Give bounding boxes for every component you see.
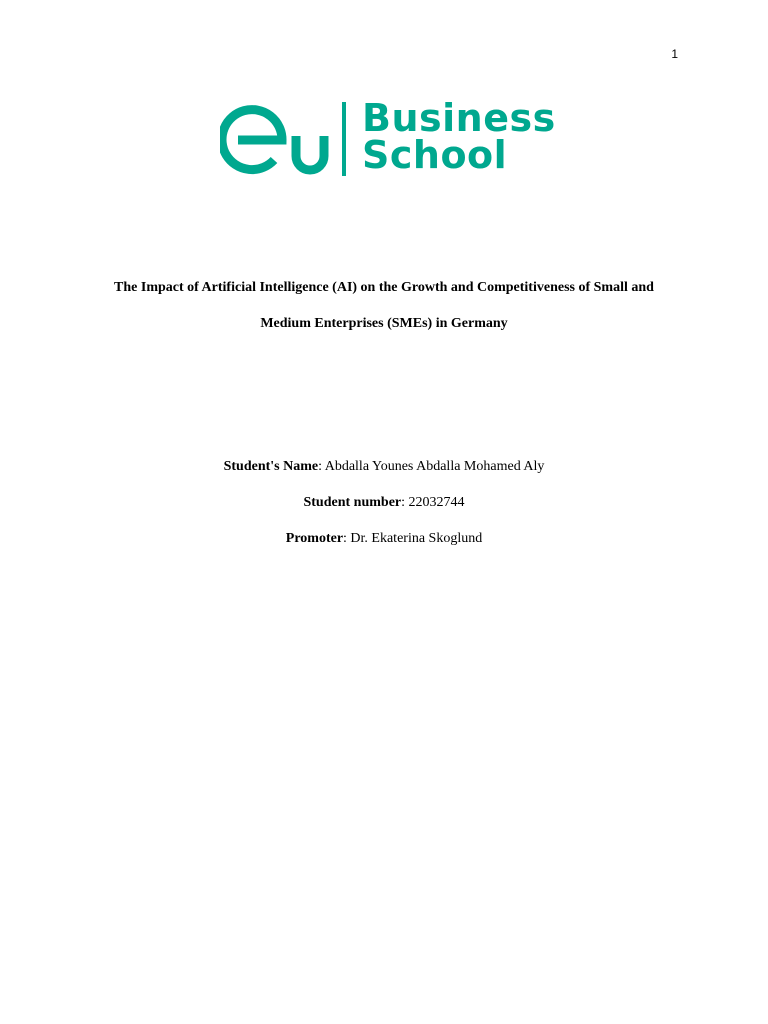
student-info: [60, 449, 708, 557]
student-number-value: : 22032744: [401, 495, 465, 510]
logo-word-business: Business: [362, 96, 556, 140]
promoter-row: [60, 521, 708, 557]
student-number-label: Student number: [303, 495, 402, 510]
title-line-1: The Impact of Artificial Intelligence (AI) on the Growth and Competitiveness of Small and: [114, 280, 654, 295]
promoter-label: Promoter: [285, 531, 344, 546]
student-number-row: [60, 485, 708, 521]
title-line-2: Medium Enterprises (SMEs) in Germany: [260, 316, 508, 331]
logo-word-school: School: [362, 133, 508, 177]
document-title: [60, 270, 708, 342]
logo-wordmark: [362, 96, 556, 177]
student-name-value: : Abdalla Younes Abdalla Mohamed Aly: [318, 459, 545, 474]
promoter-value: : Dr. Ekaterina Skoglund: [343, 531, 483, 546]
student-name-label: Student's Name: [223, 459, 319, 474]
page-number: 1: [671, 47, 678, 61]
student-name-row: [60, 449, 708, 485]
eu-logo-mark-icon: [220, 98, 360, 180]
eu-business-school-logo: [220, 98, 560, 180]
